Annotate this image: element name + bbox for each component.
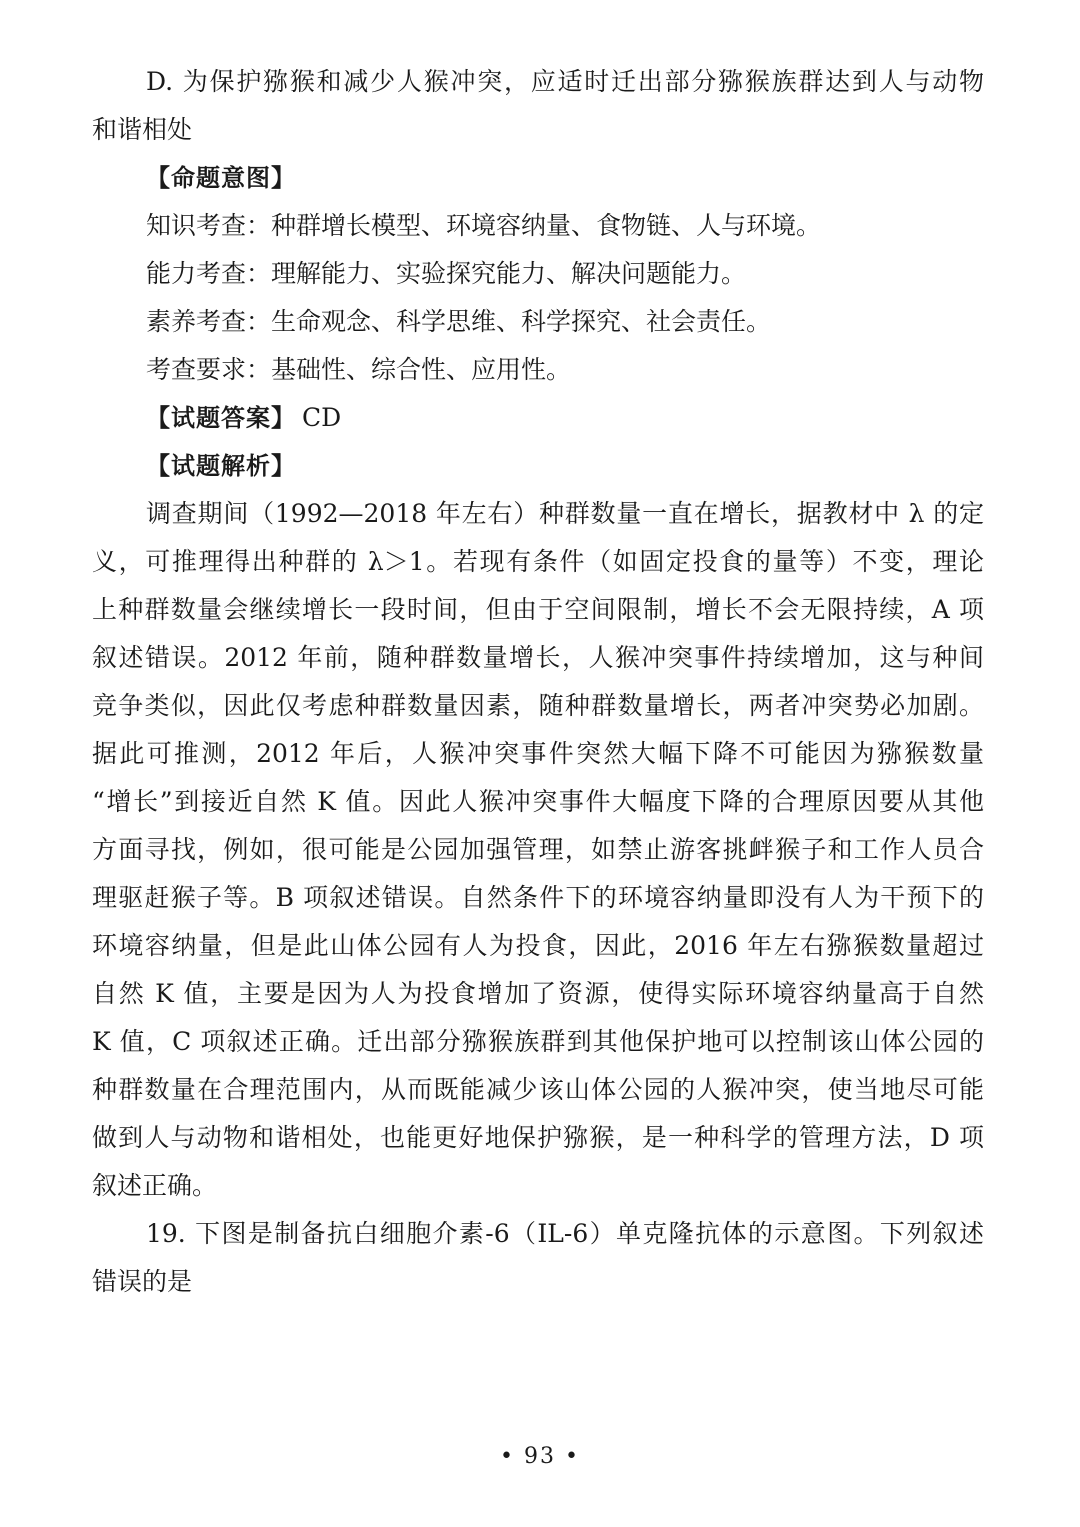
intent-literacy: 素养考查：生命观念、科学思维、科学探究、社会责任。 xyxy=(146,307,772,336)
analysis-line: 理驱赶猴子等。B 项叙述错误。自然条件下的环境容纳量即没有人为干预下的 xyxy=(92,883,984,912)
answer-value: CD xyxy=(302,403,342,432)
analysis-heading: 【试题解析】 xyxy=(146,452,296,480)
page-number: • 93 • xyxy=(500,1444,580,1469)
answer-row xyxy=(92,394,984,442)
analysis-line: 方面寻找，例如，很可能是公园加强管理，如禁止游客挑衅猴子和工作人员合 xyxy=(92,835,984,864)
analysis-line: 上种群数量会继续增长一段时间，但由于空间限制，增长不会无限持续，A 项 xyxy=(92,595,984,624)
intent-heading: 【命题意图】 xyxy=(146,164,296,192)
analysis-line: 环境容纳量，但是此山体公园有人为投食，因此，2016 年左右猕猴数量超过 xyxy=(92,931,984,960)
analysis-line: “增长”到接近自然 K 值。因此人猴冲突事件大幅度下降的合理原因要从其他 xyxy=(92,787,984,816)
intent-knowledge: 知识考查：种群增长模型、环境容纳量、食物链、人与环境。 xyxy=(146,211,822,240)
intent-requirement: 考查要求：基础性、综合性、应用性。 xyxy=(146,355,572,384)
analysis-line: 做到人与动物和谐相处，也能更好地保护猕猴，是一种科学的管理方法，D 项 xyxy=(92,1123,984,1152)
analysis-line: 种群数量在合理范围内，从而既能减少该山体公园的人猴冲突，使当地尽可能 xyxy=(92,1075,984,1104)
intent-ability: 能力考查：理解能力、实验探究能力、解决问题能力。 xyxy=(146,259,747,288)
question-19-line-2: 错误的是 xyxy=(92,1267,193,1296)
question-19-line-1: 19. 下图是制备抗白细胞介素-6（IL-6）单克隆抗体的示意图。下列叙述 xyxy=(146,1219,984,1248)
answer-heading: 【试题答案】 xyxy=(146,404,296,432)
analysis-line: 调查期间（1992—2018 年左右）种群数量一直在增长，据教材中 λ 的定 xyxy=(146,499,984,528)
analysis-line: K 值，C 项叙述正确。迁出部分猕猴族群到其他保护地可以控制该山体公园的 xyxy=(92,1027,984,1056)
option-d-line-2: 和谐相处 xyxy=(92,115,193,144)
analysis-line: 叙述正确。 xyxy=(92,1171,218,1200)
analysis-line: 叙述错误。2012 年前，随种群数量增长，人猴冲突事件持续增加，这与种间 xyxy=(92,643,984,672)
analysis-line: 据此可推测，2012 年后，人猴冲突事件突然大幅下降不可能因为猕猴数量 xyxy=(92,739,984,768)
analysis-line: 自然 K 值，主要是因为人为投食增加了资源，使得实际环境容纳量高于自然 xyxy=(92,979,984,1008)
analysis-line: 竞争类似，因此仅考虑种群数量因素，随种群数量增长，两者冲突势必加剧。 xyxy=(92,691,984,720)
document-page xyxy=(92,58,984,1306)
analysis-line: 义，可推理得出种群的 λ＞1。若现有条件（如固定投食的量等）不变，理论 xyxy=(92,547,984,576)
option-d-line-1: D. 为保护猕猴和减少人猴冲突，应适时迁出部分猕猴族群达到人与动物 xyxy=(146,67,984,96)
